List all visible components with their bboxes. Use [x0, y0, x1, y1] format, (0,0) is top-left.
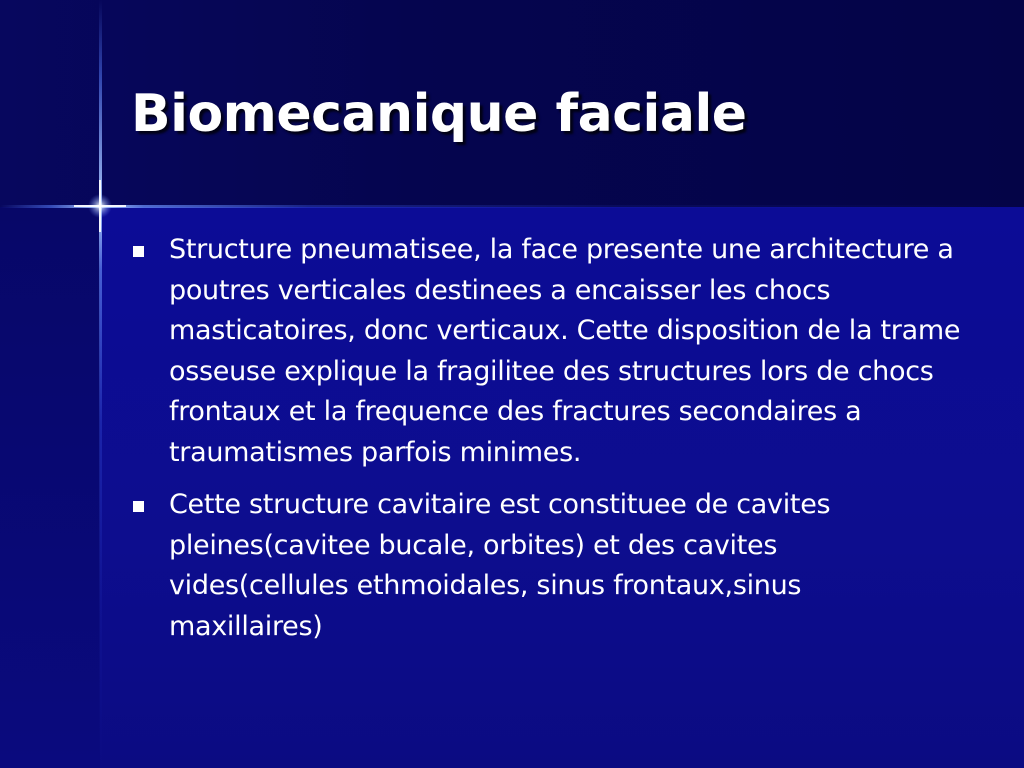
square-bullet-icon [133, 246, 144, 257]
bullet-text: Structure pneumatisee, la face presente une architecture a poutres verticales destinees a encaisser les chocs masticatoires, donc verticaux. Cette disposition de la trame osseuse explique la fragilitee des structures lors de chocs frontaux et la frequence des fractures secondaires a traumatismes parfois minimes. [169, 234, 961, 468]
left-band [0, 207, 100, 768]
bullet-item [131, 230, 961, 473]
square-bullet-icon [133, 501, 144, 512]
horizontal-accent-line [0, 205, 1024, 208]
bullet-list [131, 230, 961, 659]
vertical-accent-line [99, 0, 102, 768]
slide-title: Biomecanique faciale [131, 84, 747, 144]
bullet-text: Cette structure cavitaire est constituee de cavites pleines(cavitee bucale, orbites) et des cavites vides(cellules ethmoidales, sinus frontaux,sinus maxillaires) [169, 489, 831, 642]
bullet-item [131, 485, 961, 647]
